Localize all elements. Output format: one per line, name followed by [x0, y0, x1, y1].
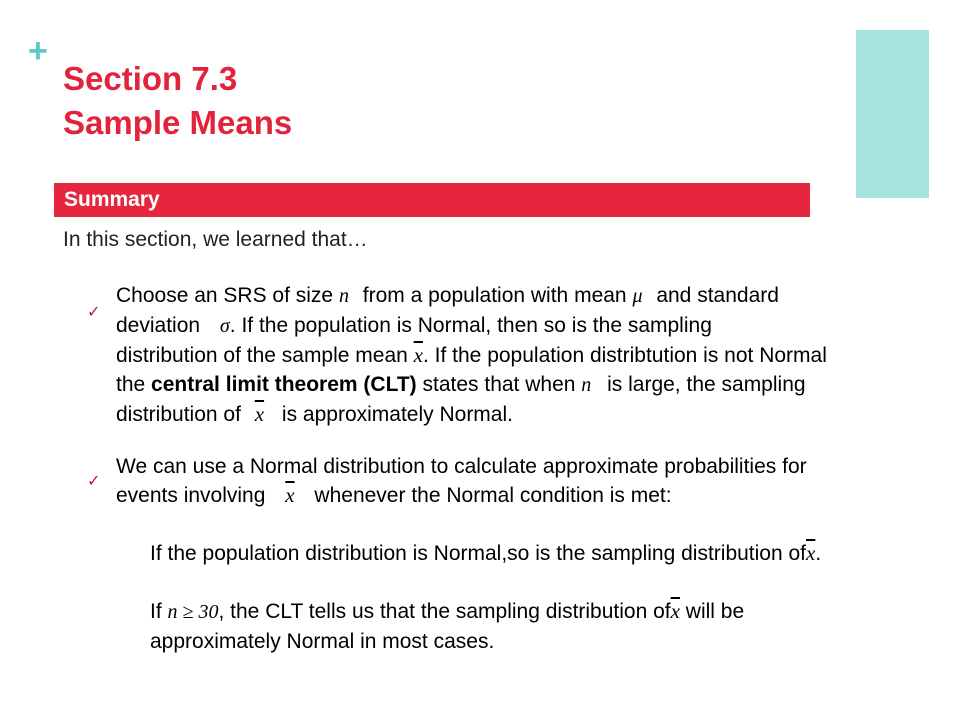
summary-label: Summary [64, 188, 160, 211]
condition-line: approximately Normal in most cases. [150, 630, 495, 653]
bullet-line: events involving $\overline{x}$ whenever the Normal condition is met: [116, 483, 672, 507]
condition-line: If n ≥ 30, the CLT tells us that the sampling distribution $of\overline{x}$ will be [150, 599, 745, 623]
condition-clt [150, 597, 744, 656]
title-line-1: Section 7.3 [63, 60, 238, 97]
summary-bar [54, 183, 810, 217]
title-line-2: Sample Means [63, 104, 293, 141]
slide-title [63, 57, 292, 145]
accent-block [856, 30, 929, 198]
checkmark-icon: ✓ [87, 302, 101, 321]
checkmark-icon: ✓ [87, 471, 101, 490]
bullet-clt [116, 281, 827, 429]
bullet-normal-calc [116, 452, 807, 510]
bullet-line: distribution of $\overline{x}$ is approximately Normal. [116, 402, 513, 426]
condition-normal: If the population distribution is Normal,so is the sampling distribution $of\overline{x}$. [150, 541, 822, 565]
bullet-line: We can use a Normal distribution to calculate approximate probabilities for [116, 455, 807, 478]
bullet-line: Choose an SRS of size n from a population with mean μ and standard [116, 284, 779, 307]
bullet-line: distribution of the sample mean $\overline{x}$. If the population distribtution is not Normal [116, 343, 827, 367]
intro-text: In this section, we learned that… [63, 228, 368, 251]
plus-icon: + [28, 32, 48, 70]
bullet-line: the central limit theorem (CLT) states that when n is large, the sampling [116, 373, 806, 396]
bullet-line: deviation σ. If the population is Normal, then so is the sampling [116, 314, 712, 337]
